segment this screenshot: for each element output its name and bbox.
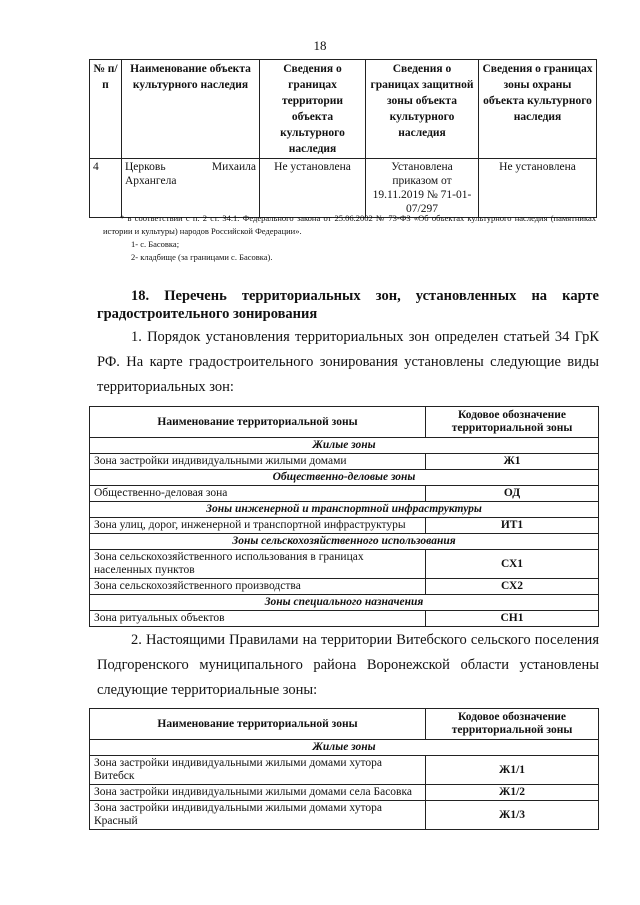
zone-table-1 [89, 406, 599, 627]
table-row [90, 579, 599, 595]
footnote [103, 212, 596, 238]
zone-name: Зона застройки индивидуальными жилыми домами хутора Красный [90, 801, 426, 830]
header-num: № п/п [90, 60, 122, 159]
zone-code: ИТ1 [426, 518, 599, 534]
zone-code: ОД [426, 486, 599, 502]
paragraph-1 [97, 325, 599, 400]
zone-table-2-header [90, 709, 599, 740]
section-heading-text: 18. Перечень территориальных зон, установленных на карте градостроительного зонирования [97, 288, 599, 322]
row-name-line1: Церковь Михаила [125, 161, 256, 173]
zone-table-2 [89, 708, 599, 830]
zone-name: Общественно-деловая зона [90, 486, 426, 502]
zone-code: Ж1/3 [426, 801, 599, 830]
zone-group: Зоны сельскохозяйственного использования [90, 534, 599, 550]
row-territory: Не установлена [260, 159, 366, 218]
row-protection-zone: Не установлена [479, 159, 597, 218]
section-heading [97, 287, 599, 323]
table-row [90, 595, 599, 611]
header-territory: Сведения о границах территории объекта культурного наследия [260, 60, 366, 159]
zone-table-1-header-name: Наименование территориальной зоны [90, 407, 426, 438]
zone-table-1-header [90, 407, 599, 438]
zone-code: СХ2 [426, 579, 599, 595]
zone-table-2-header-name: Наименование территориальной зоны [90, 709, 426, 740]
footnote-item-2: 2- кладбище (за границами с. Басовка). [131, 252, 273, 262]
table-row [90, 470, 599, 486]
table-row [90, 756, 599, 785]
header-protection-zone: Сведения о границах зоны охраны объекта культурного наследия [479, 60, 597, 159]
paragraph-1-text: 1. Порядок установления территориальных зон определен статьей 34 ГрК РФ. На карте градостроительного зонирования установлены следующие виды территориальных зон: [97, 329, 599, 395]
zone-name: Зона сельскохозяйственного использования в границах населенных пунктов [90, 550, 426, 579]
footnote-text: * в соответствии с п. 2 ст. 34.1. Федерального закона от 25.06.2002 № 73-ФЗ «Об объектах культурного наследия (памятниках истории и культуры) народов Российской Федерации». [103, 213, 596, 236]
table-row [90, 550, 599, 579]
zone-name: Зона застройки индивидуальными жилыми домами села Басовка [90, 785, 426, 801]
table-row [90, 611, 599, 627]
zone-group: Зоны инженерной и транспортной инфраструктуры [90, 502, 599, 518]
zone-code: СН1 [426, 611, 599, 627]
header-protective-zone: Сведения о границах защитной зоны объекта культурного наследия [366, 60, 479, 159]
zone-group: Зоны специального назначения [90, 595, 599, 611]
zone-group: Общественно-деловые зоны [90, 470, 599, 486]
table-row [90, 454, 599, 470]
row-name-line2: Архангела [125, 175, 177, 187]
zone-name: Зона застройки индивидуальными жилыми домами хутора Витебск [90, 756, 426, 785]
footnote-item-1: 1- с. Басовка; [131, 239, 180, 249]
zone-name: Зона сельскохозяйственного производства [90, 579, 426, 595]
zone-name: Зона ритуальных объектов [90, 611, 426, 627]
table-row [90, 486, 599, 502]
paragraph-2-text: 2. Настоящими Правилами на территории Витебского сельского поселения Подгоренского муниципального района Воронежской области установлены следующие территориальные зоны: [97, 632, 599, 698]
page-number: 18 [313, 38, 327, 53]
table-row [90, 159, 597, 218]
zone-code: Ж1/2 [426, 785, 599, 801]
zone-code: Ж1/1 [426, 756, 599, 785]
table-row [90, 785, 599, 801]
zone-table-1-header-code: Кодовое обозначение территориальной зоны [426, 407, 599, 438]
header-name: Наименование объекта культурного наследия [122, 60, 260, 159]
zone-group: Жилые зоны [90, 438, 599, 454]
row-name [122, 159, 260, 218]
row-protective-zone: Установлена приказом от 19.11.2019 № 71-01-07/297 [366, 159, 479, 218]
paragraph-2 [97, 628, 599, 703]
table-row [90, 801, 599, 830]
zone-name: Зона улиц, дорог, инженерной и транспортной инфраструктуры [90, 518, 426, 534]
table-row [90, 502, 599, 518]
zone-table-2-header-code: Кодовое обозначение территориальной зоны [426, 709, 599, 740]
table-row [90, 438, 599, 454]
zone-group: Жилые зоны [90, 740, 599, 756]
heritage-table [89, 59, 597, 218]
table-row [90, 740, 599, 756]
zone-name: Зона застройки индивидуальными жилыми домами [90, 454, 426, 470]
zone-code: СХ1 [426, 550, 599, 579]
heritage-table-header [90, 60, 597, 159]
table-row [90, 518, 599, 534]
row-num: 4 [90, 159, 122, 218]
zone-code: Ж1 [426, 454, 599, 470]
table-row [90, 534, 599, 550]
